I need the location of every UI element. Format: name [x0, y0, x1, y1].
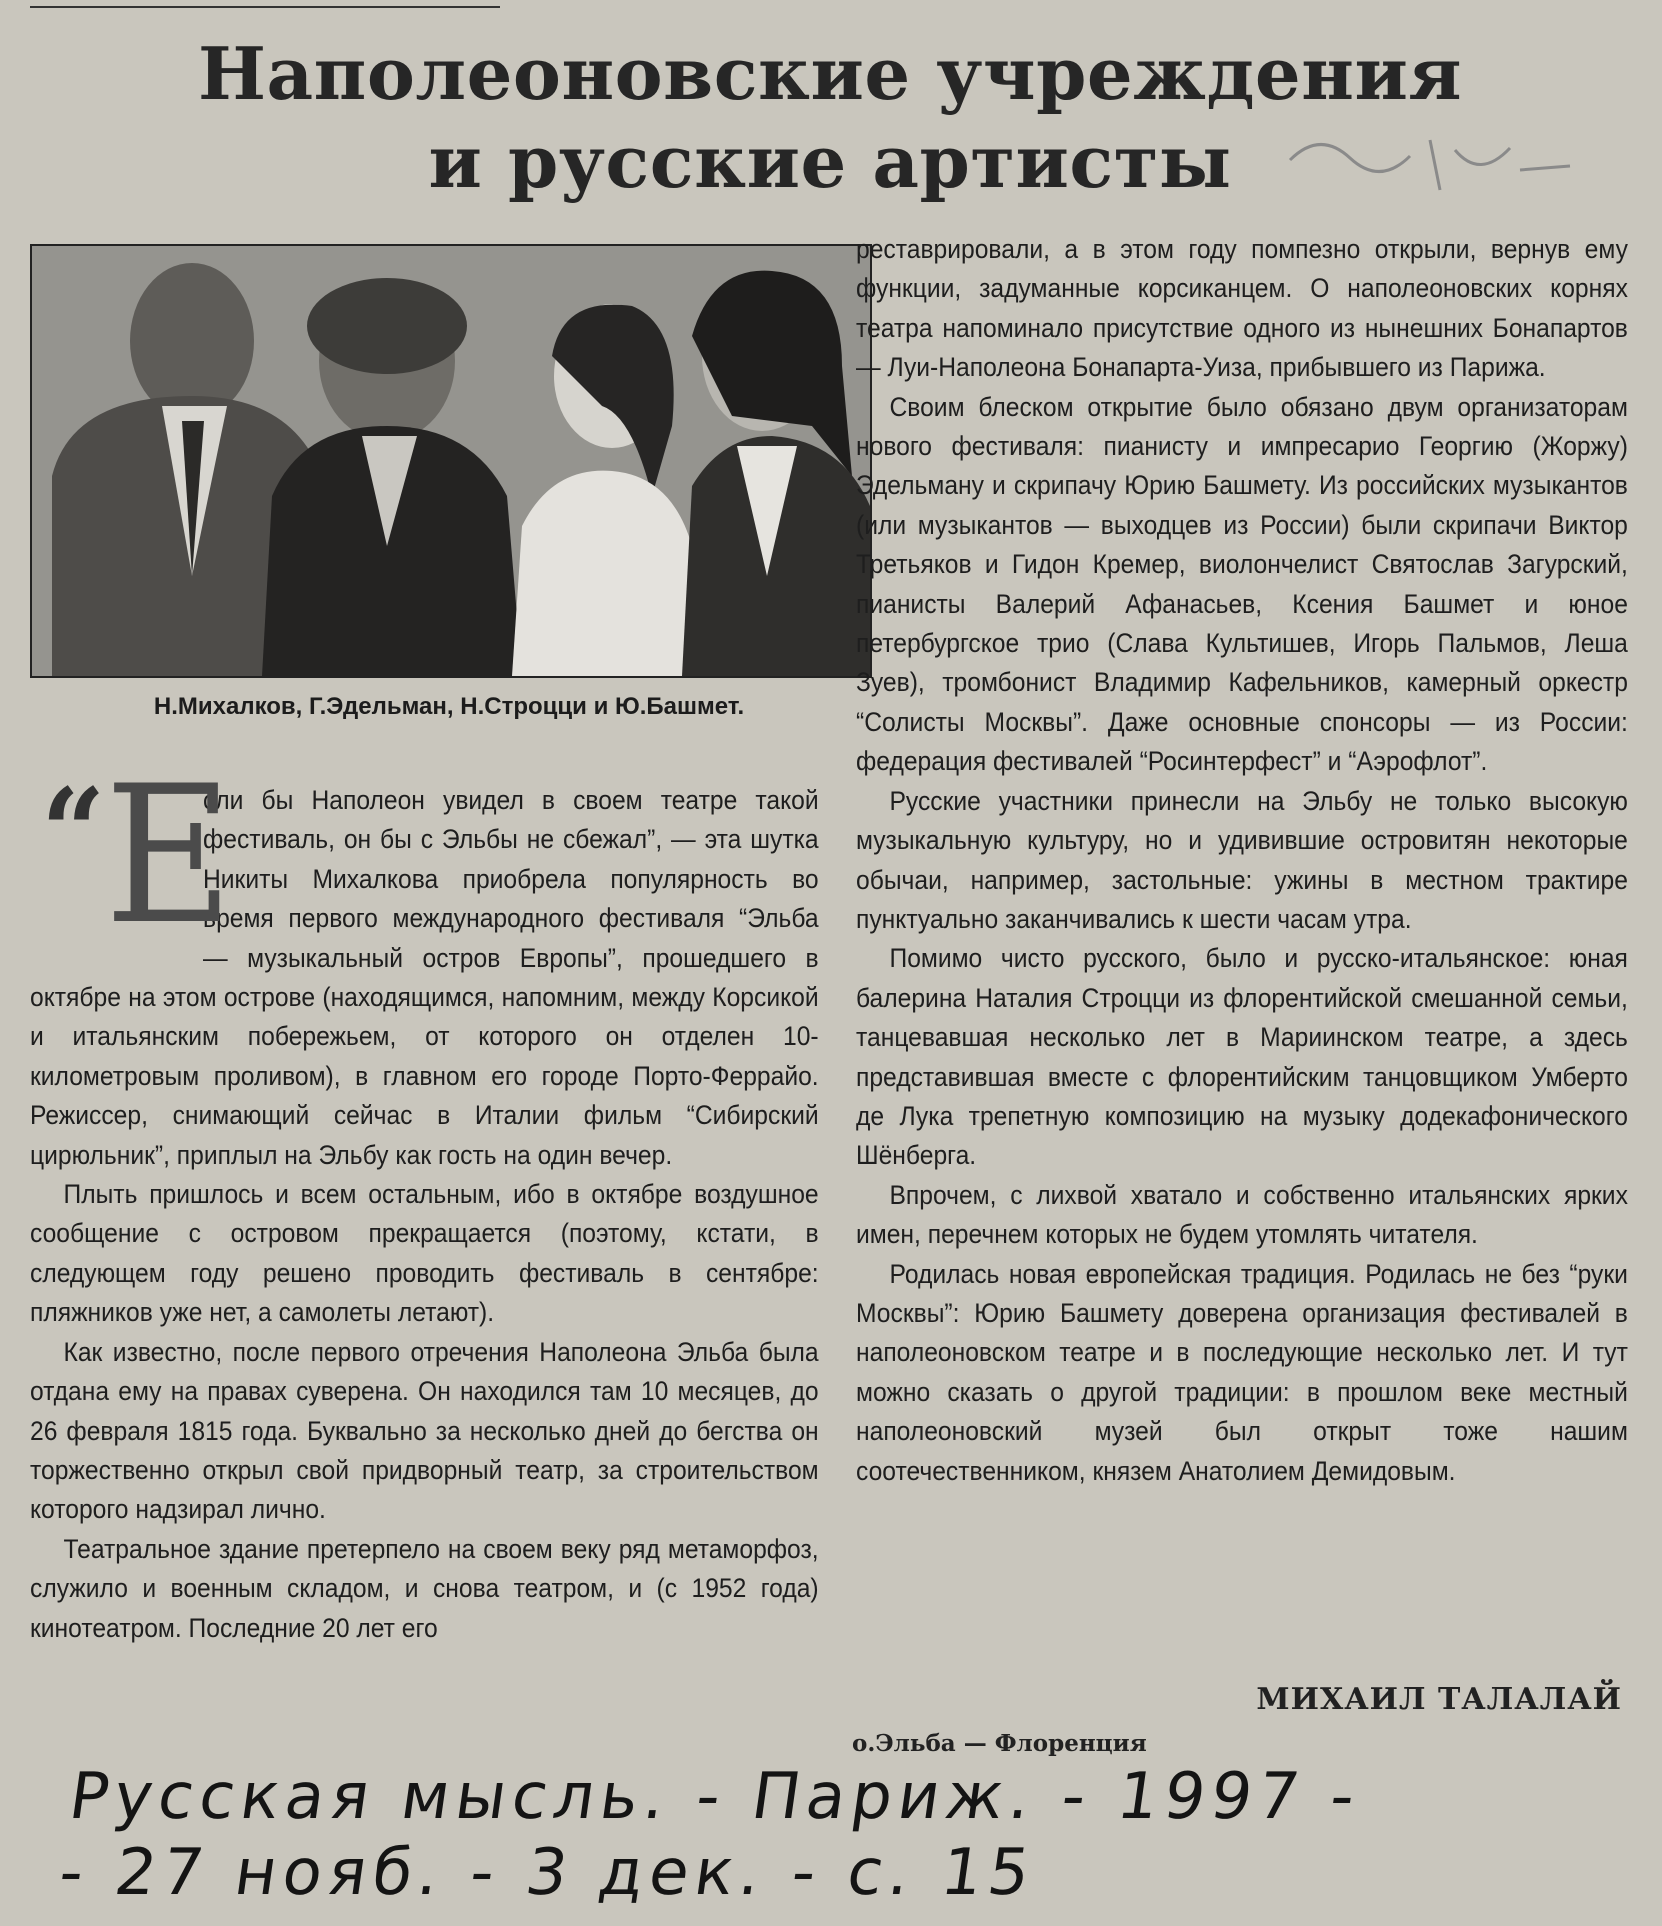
top-rule [30, 6, 500, 8]
paragraph: Помимо чисто русского, было и русско-итальянское: юная балерина Наталия Строцци из флорентийской смешанной семьи, танцевавшая несколько лет в Мариинском театре, а здесь представившая вместе с флорентийским танцовщиком Умберто де Лука трепетную композицию на музыку додекафонического Шёнберга. [856, 943, 1628, 1171]
paragraph: реставрировали, а в этом году помпезно открыли, вернув ему функции, задуманные корсиканцем. О наполеоновских корнях театра напоминало присутствие одного из нынешних Бонапартов — Луи-Наполеона Бонапарта-Уиза, прибывшего из Парижа. [856, 234, 1628, 383]
headline-line-2: и русские артисты [428, 119, 1232, 204]
dropcap-block [30, 745, 234, 966]
paragraph: Своим блеском открытие было обязано двум организаторам нового фестиваля: пианисту и импресарио Георгию (Жоржу) Эдельману и скрипачу Юрию Башмету. Из российских музыкантов (или музыкантов — выходцев из России) были скрипачи Виктор Третьяков и Гидон Кремер, виолончелист Святослав Загурский, пианисты Валерий Афанасьев, Ксения Башмет и юное петербургское трио (Слава Культишев, Игорь Пальмов, Леша Зуев), тромбонист Владимир Кафельников, камерный оркестр “Солисты Москвы”. Даже основные спонсоры — из России: федерация фестивалей “Росинтерфест” и “Аэрофлот”. [856, 391, 1628, 777]
handwritten-citation-line-1: Русская мысль. - Париж. - 1997 - [64, 1760, 1366, 1834]
paragraph: Впрочем, с лихвой хватало и собственно итальянских ярких имен, перечнем которых не будем утомлять читателя. [856, 1179, 1628, 1250]
paragraph: Плыть пришлось и всем остальным, ибо в октябре воздушное сообщение с островом прекращается (поэтому, кстати, в следующем году решено проводить фестиваль в сентябре: пляжников уже нет, а самолеты летают). [30, 1179, 819, 1328]
opening-quote-mark: “ [41, 762, 106, 903]
article-column-right [856, 230, 1628, 1491]
group-photo [30, 244, 872, 678]
paragraph: сли бы Наполеон увидел в своем театре такой фестиваль, он бы с Эльбы не сбежал”, — эта шутка Никиты Михалкова приобрела популярность во время первого международного фестиваля “Эльба — музыкальный остров Европы”, прошедшего в октябре на этом острове (находящимся, напомним, между Корсикой и итальянским побережьем, от которого он отделен 10-километровым проливом), в главном его городе Порто-Феррайо. Режиссер, снимающий сейчас в Италии фильм “Сибирский цирюльник”, приплыл на Эльбу как гость на один вечер. [30, 785, 819, 1170]
group-photo-illustration [32, 246, 870, 676]
paragraph: Театральное здание претерпело на своем веку ряд метаморфоз, служило и военным складом, и снова театром, и (с 1952 года) кинотеатром. Последние 20 лет его [30, 1533, 819, 1643]
paragraph: Русские участники принесли на Эльбу не только высокую музыкальную культуру, но и удивившие островитян некоторые обычаи, например, застольные: ужины в местном трактире пунктуально заканчивались к шести часам утра. [856, 785, 1628, 934]
photo-caption: Н.Михалков, Г.Эдельман, Н.Строцци и Ю.Башмет. [153, 693, 745, 720]
author-byline: МИХАИЛ ТАЛАЛАЙ [1256, 1682, 1622, 1717]
dropcap-letter: Е [104, 745, 234, 966]
dateline-place: о.Эльба — Флоренция [852, 1730, 1147, 1757]
handwritten-citation-line-2: - 27 нояб. - 3 дек. - с. 15 [54, 1836, 1041, 1910]
article-column-left [30, 745, 819, 1648]
headline-line-1: Наполеоновские учреждения [197, 31, 1463, 116]
paragraph: Как известно, после первого отречения Наполеона Эльба была отдана ему на правах суверена. Он находился там 10 месяцев, до 26 февраля 1815 года. Буквально за несколько дней до бегства он торжественно открыл свой придворный театр, за строительством которого надзирал лично. [30, 1336, 819, 1525]
paragraph: Родилась новая европейская традиция. Родилась не без “руки Москвы”: Юрию Башмету доверена организация фестивалей в наполеоновском театре и в последующие несколько лет. И тут можно сказать о другой традиции: в прошлом веке местный наполеоновский музей был открыт тоже нашим соотечественником, князем Анатолием Демидовым. [856, 1258, 1628, 1486]
article-headline [40, 30, 1620, 206]
